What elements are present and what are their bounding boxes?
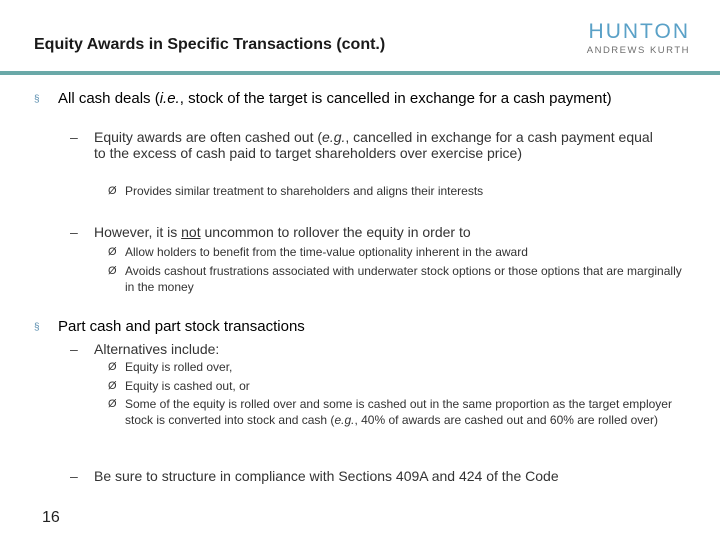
- sub-bullet-compliance: [70, 468, 670, 484]
- sub-sub-bullet-text: Avoids cashout frustrations associated with underwater stock options or those options that are marginally in the money: [125, 264, 682, 294]
- dash-bullet-icon: –: [70, 224, 78, 240]
- arrow-bullet-icon: Ø: [108, 246, 117, 258]
- sub-bullet-text: However, it is not uncommon to rollover the equity in order to: [94, 224, 471, 240]
- sub-bullet-alternatives: [70, 341, 660, 357]
- page-number: 16: [42, 509, 60, 526]
- hunton-andrews-kurth-logo: [587, 21, 690, 57]
- sub-sub-bullet-text: Equity is rolled over,: [125, 360, 233, 374]
- square-bullet-icon: §: [34, 94, 40, 105]
- arrow-bullet-icon: Ø: [108, 398, 117, 410]
- sub-sub-bullet-text: Some of the equity is rolled over and some is cashed out in the same proportion as the target employer stock is converted into stock and cash (e.g., 40% of awards are cashed out and 60% are rolled over): [125, 397, 672, 427]
- arrow-bullet-icon: Ø: [108, 380, 117, 392]
- arrow-bullet-icon: Ø: [108, 361, 117, 373]
- header-divider: [0, 71, 720, 75]
- bullet-all-cash-deals: [34, 90, 664, 107]
- arrow-bullet-icon: Ø: [108, 265, 117, 277]
- sub-bullet-text: Equity awards are often cashed out (e.g., cancelled in exchange for a cash payment equal to the excess of cash paid to target shareholders over exercise price): [94, 129, 653, 161]
- slide-title: Equity Awards in Specific Transactions (cont.): [34, 36, 386, 53]
- sub-sub-bullet-some-rolled-some-cashed: [108, 396, 683, 428]
- sub-sub-bullet-avoids-cashout: [108, 263, 688, 295]
- square-bullet-icon: §: [34, 322, 40, 333]
- dash-bullet-icon: –: [70, 129, 78, 145]
- sub-sub-bullet-allow-holders: [108, 244, 688, 260]
- sub-sub-bullet-rolled-over: [108, 359, 688, 375]
- sub-sub-bullet-text: Equity is cashed out, or: [125, 379, 250, 393]
- sub-bullet-rollover: [70, 224, 660, 240]
- arrow-bullet-icon: Ø: [108, 185, 117, 197]
- bullet-text: Part cash and part stock transactions: [58, 318, 305, 335]
- sub-sub-bullet-text: Allow holders to benefit from the time-value optionality inherent in the award: [125, 245, 528, 259]
- bullet-part-cash-part-stock: [34, 318, 664, 335]
- bullet-text: All cash deals (i.e., stock of the target is cancelled in exchange for a cash payment): [58, 90, 612, 107]
- sub-bullet-text: Be sure to structure in compliance with Sections 409A and 424 of the Code: [94, 468, 559, 484]
- dash-bullet-icon: –: [70, 341, 78, 357]
- sub-bullet-cashed-out: [70, 129, 660, 161]
- logo-bottom-text: ANDREWS KURTH: [586, 45, 690, 56]
- logo-top-text: HUNTON: [588, 20, 690, 43]
- sub-sub-bullet-text: Provides similar treatment to shareholders and aligns their interests: [125, 184, 484, 198]
- sub-bullet-text: Alternatives include:: [94, 341, 220, 357]
- sub-sub-bullet-cashed-out: [108, 378, 688, 394]
- dash-bullet-icon: –: [70, 468, 78, 484]
- sub-sub-bullet-similar-treatment: [108, 183, 688, 199]
